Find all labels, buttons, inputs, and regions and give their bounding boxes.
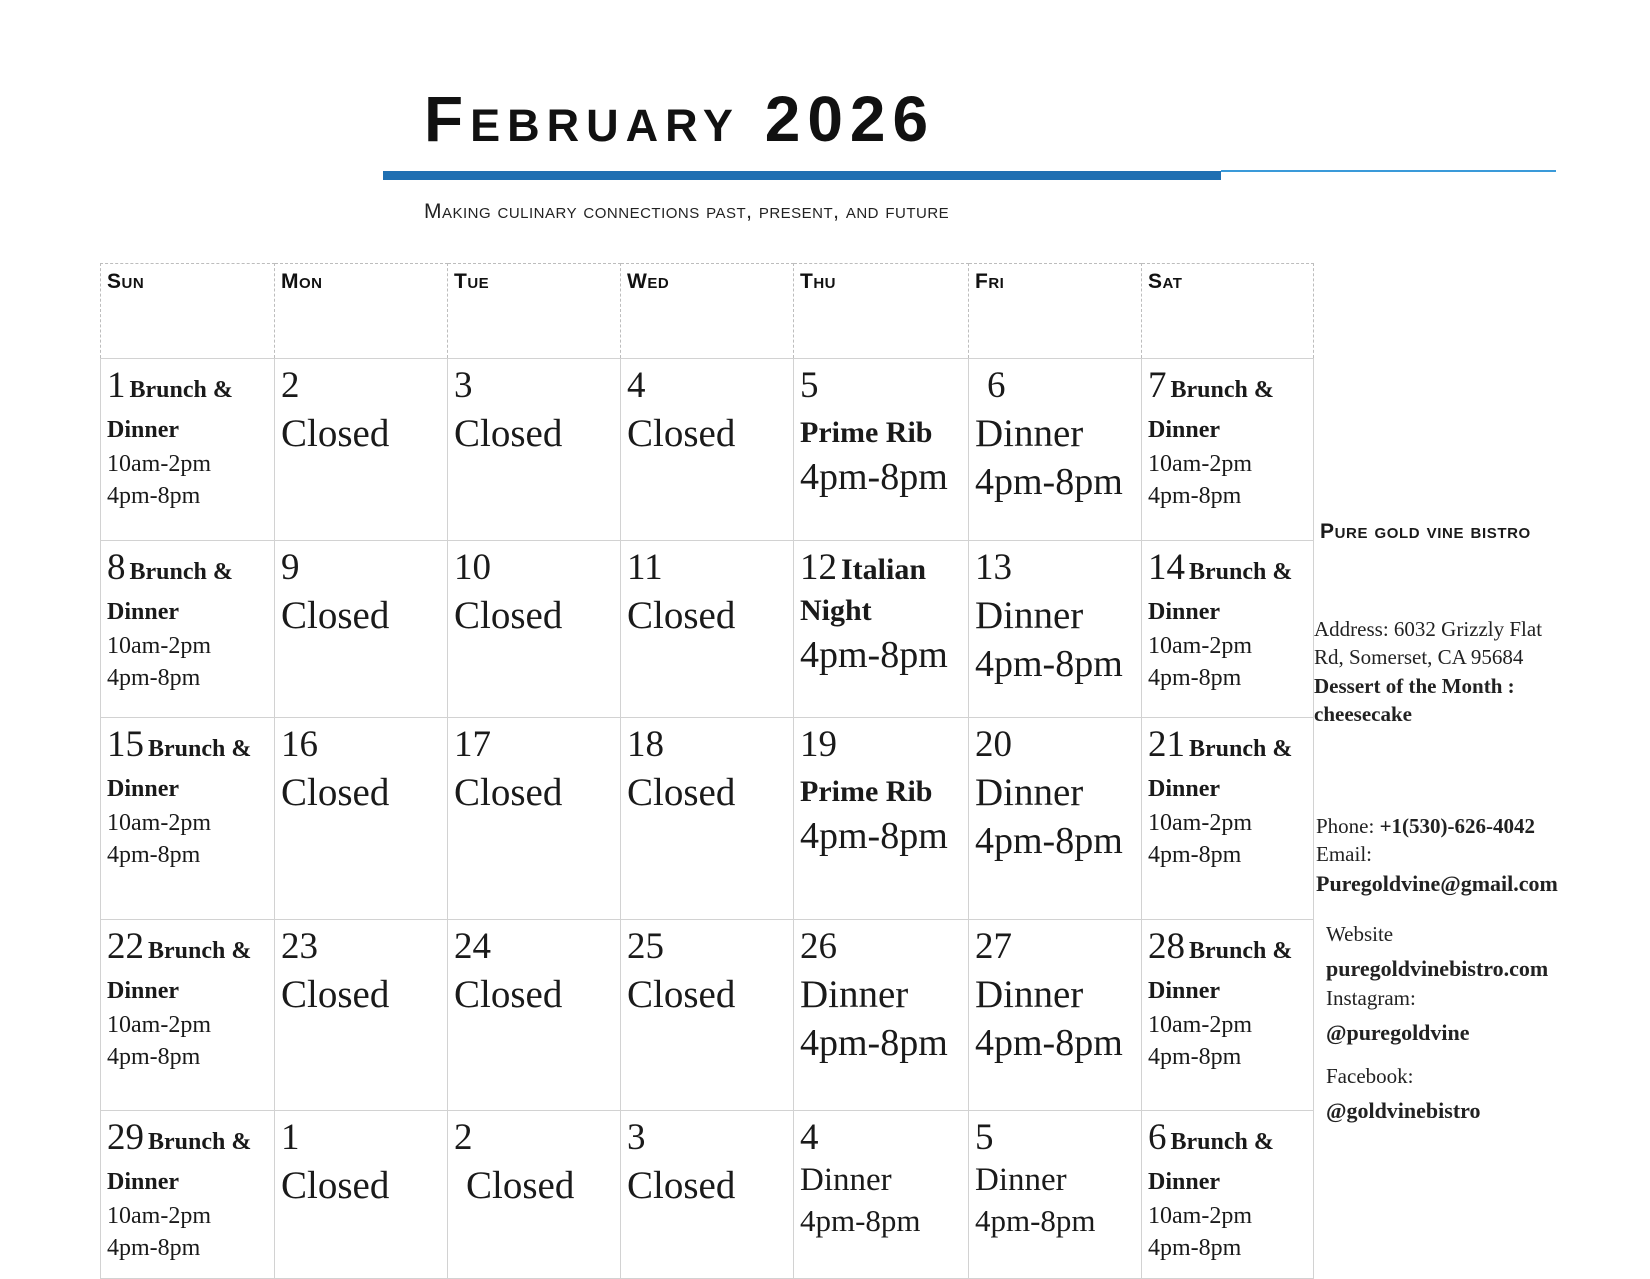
- dinner-hours: 4pm-8pm: [107, 842, 201, 868]
- event-label: Dinner: [1148, 776, 1220, 802]
- day-cell: [969, 541, 1142, 718]
- brunch-hours: 10am-2pm: [1148, 633, 1252, 659]
- day-cell: [101, 718, 275, 920]
- status-closed: Closed: [627, 771, 736, 814]
- brunch-hours: 10am-2pm: [1148, 1012, 1252, 1038]
- dinner-hours: 4pm-8pm: [800, 456, 948, 498]
- event-label: Brunch &: [148, 1129, 252, 1155]
- day-number: 25: [627, 926, 664, 967]
- dinner-hours: 4pm-8pm: [1148, 483, 1242, 509]
- social-block: [1326, 920, 1650, 1126]
- day-cell: [101, 920, 275, 1111]
- event-label: Dinner: [975, 594, 1084, 637]
- status-closed: Closed: [466, 1164, 575, 1207]
- dinner-hours: 4pm-8pm: [107, 665, 201, 691]
- dinner-hours: 4pm-8pm: [800, 634, 948, 676]
- website-link[interactable]: puregoldvinebistro.com: [1326, 956, 1549, 982]
- event-label: Dinner: [975, 412, 1084, 455]
- day-cell: [969, 920, 1142, 1111]
- day-number: 21: [1148, 724, 1185, 765]
- dessert-value: cheesecake: [1314, 702, 1412, 727]
- day-number: 4: [627, 365, 646, 406]
- event-label: Dinner: [1148, 978, 1220, 1004]
- title-rule-thin: [1221, 170, 1556, 172]
- day-cell: [1142, 920, 1314, 1111]
- day-cell: [448, 1111, 621, 1279]
- weekday-header-row: [101, 264, 1314, 359]
- event-label: Brunch &: [148, 736, 252, 762]
- day-cell: [275, 359, 448, 541]
- weekday-thu: Thu: [794, 264, 969, 359]
- event-label: Dinner: [1148, 1169, 1220, 1195]
- dinner-hours: 4pm-8pm: [975, 1203, 1096, 1238]
- day-cell: [101, 359, 275, 541]
- status-closed: Closed: [627, 1164, 736, 1207]
- event-label: Prime Rib: [800, 416, 933, 449]
- status-closed: Closed: [281, 1164, 390, 1207]
- week-row: [101, 718, 1314, 920]
- week-row: [101, 541, 1314, 718]
- day-number: 20: [975, 724, 1012, 765]
- title-rule-thick: [383, 171, 1221, 180]
- calendar-subtitle: Making culinary connections past, present, and future: [424, 200, 950, 223]
- address-block: [1314, 615, 1644, 728]
- bistro-name: Pure gold vine bistro: [1320, 520, 1531, 543]
- day-number: 1: [281, 1117, 300, 1158]
- status-closed: Closed: [627, 594, 736, 637]
- dinner-hours: 4pm-8pm: [107, 1044, 201, 1070]
- facebook-handle[interactable]: @goldvinebistro: [1326, 1098, 1481, 1124]
- day-cell: [621, 359, 794, 541]
- day-number: 3: [627, 1117, 646, 1158]
- day-cell: [1142, 1111, 1314, 1279]
- day-number: 26: [800, 926, 837, 967]
- instagram-label: Instagram:: [1326, 986, 1416, 1011]
- status-closed: Closed: [454, 973, 563, 1016]
- day-cell: [621, 718, 794, 920]
- status-closed: Closed: [627, 412, 736, 455]
- event-label: Dinner: [1148, 417, 1220, 443]
- address-line: Address: 6032 Grizzly Flat: [1314, 617, 1543, 641]
- event-label: Dinner: [975, 771, 1084, 814]
- weekday-tue: Tue: [448, 264, 621, 359]
- week-row: [101, 359, 1314, 541]
- day-number: 12: [800, 547, 837, 588]
- day-cell: [621, 920, 794, 1111]
- event-label: Dinner: [107, 599, 179, 625]
- day-cell: [275, 920, 448, 1111]
- event-label: Dinner: [800, 1162, 892, 1198]
- day-cell: [621, 1111, 794, 1279]
- facebook-label: Facebook:: [1326, 1064, 1414, 1089]
- day-number: 7: [1148, 365, 1167, 406]
- status-closed: Closed: [281, 412, 390, 455]
- website-label: Website: [1326, 922, 1394, 946]
- status-closed: Closed: [454, 771, 563, 814]
- brunch-hours: 10am-2pm: [1148, 1203, 1252, 1229]
- day-number: 5: [975, 1117, 994, 1158]
- event-label: Dinner: [800, 973, 909, 1016]
- day-number: 9: [281, 547, 300, 588]
- brunch-hours: 10am-2pm: [1148, 810, 1252, 836]
- dinner-hours: 4pm-8pm: [107, 483, 201, 509]
- brunch-hours: 10am-2pm: [107, 1012, 211, 1038]
- day-cell: [1142, 718, 1314, 920]
- dinner-hours: 4pm-8pm: [800, 1022, 948, 1064]
- instagram-handle[interactable]: @puregoldvine: [1326, 1020, 1470, 1046]
- day-number: 6: [987, 365, 1006, 406]
- event-label: Brunch &: [1189, 559, 1293, 585]
- weekday-fri: Fri: [969, 264, 1142, 359]
- contact-block: [1316, 812, 1646, 898]
- dinner-hours: 4pm-8pm: [975, 1022, 1123, 1064]
- event-label: Brunch &: [1170, 377, 1274, 403]
- day-cell: [448, 920, 621, 1111]
- email-label: Email:: [1316, 842, 1372, 867]
- dinner-hours: 4pm-8pm: [1148, 842, 1242, 868]
- day-number: 14: [1148, 547, 1185, 588]
- day-number: 18: [627, 724, 664, 765]
- weekday-sat: Sat: [1142, 264, 1314, 359]
- week-row: [101, 920, 1314, 1111]
- calendar-grid: [100, 263, 1314, 1279]
- brunch-hours: 10am-2pm: [107, 810, 211, 836]
- dinner-hours: 4pm-8pm: [975, 820, 1123, 862]
- day-cell: [794, 920, 969, 1111]
- event-label: Dinner: [975, 1162, 1067, 1198]
- brunch-hours: 10am-2pm: [107, 1203, 211, 1229]
- day-cell: [1142, 541, 1314, 718]
- event-label: Brunch &: [129, 377, 233, 403]
- status-closed: Closed: [454, 594, 563, 637]
- day-cell: [1142, 359, 1314, 541]
- day-number: 2: [281, 365, 300, 406]
- dinner-hours: 4pm-8pm: [1148, 1044, 1242, 1070]
- dessert-label: Dessert of the Month :: [1314, 673, 1515, 698]
- week-row: [101, 1111, 1314, 1279]
- day-number: 3: [454, 365, 473, 406]
- day-number: 4: [800, 1117, 819, 1158]
- day-cell: [275, 541, 448, 718]
- event-label: Dinner: [107, 417, 179, 443]
- weekday-sun: Sun: [101, 264, 275, 359]
- phone-label: Phone:: [1316, 814, 1380, 838]
- event-label: Night: [800, 594, 872, 627]
- brunch-hours: 10am-2pm: [107, 451, 211, 477]
- day-number: 28: [1148, 926, 1185, 967]
- dinner-hours: 4pm-8pm: [800, 1203, 921, 1238]
- weekday-mon: Mon: [275, 264, 448, 359]
- day-cell: [101, 541, 275, 718]
- status-closed: Closed: [281, 771, 390, 814]
- day-number: 6: [1148, 1117, 1167, 1158]
- phone-number[interactable]: +1(530)-626-4042: [1379, 814, 1536, 838]
- event-label: Dinner: [1148, 599, 1220, 625]
- event-label: Brunch &: [148, 938, 252, 964]
- day-number: 23: [281, 926, 318, 967]
- brunch-hours: 10am-2pm: [1148, 451, 1252, 477]
- dinner-hours: 4pm-8pm: [107, 1235, 201, 1261]
- dinner-hours: 4pm-8pm: [1148, 1235, 1242, 1261]
- day-number: 8: [107, 547, 126, 588]
- day-number: 11: [627, 547, 663, 588]
- day-number: 22: [107, 926, 144, 967]
- day-cell: [794, 1111, 969, 1279]
- status-closed: Closed: [281, 973, 390, 1016]
- day-cell: [275, 718, 448, 920]
- day-number: 5: [800, 365, 819, 406]
- day-number: 10: [454, 547, 491, 588]
- day-cell: [621, 541, 794, 718]
- day-number: 2: [454, 1117, 473, 1158]
- event-label: Brunch &: [1189, 938, 1293, 964]
- day-cell: [969, 359, 1142, 541]
- day-number: 15: [107, 724, 144, 765]
- event-label: Prime Rib: [800, 775, 933, 808]
- day-cell: [101, 1111, 275, 1279]
- event-label: Dinner: [107, 1169, 179, 1195]
- day-number: 24: [454, 926, 491, 967]
- dinner-hours: 4pm-8pm: [1148, 665, 1242, 691]
- day-cell: [794, 718, 969, 920]
- day-cell: [448, 541, 621, 718]
- day-cell: [448, 359, 621, 541]
- status-closed: Closed: [454, 412, 563, 455]
- event-label: Brunch &: [1189, 736, 1293, 762]
- day-cell: [275, 1111, 448, 1279]
- day-number: 27: [975, 926, 1012, 967]
- event-label: Brunch &: [129, 559, 233, 585]
- brunch-hours: 10am-2pm: [107, 633, 211, 659]
- weekday-wed: Wed: [621, 264, 794, 359]
- address-line: Rd, Somerset, CA 95684: [1314, 645, 1524, 670]
- event-label: Dinner: [107, 978, 179, 1004]
- day-number: 29: [107, 1117, 144, 1158]
- day-cell: [794, 541, 969, 718]
- event-label: Dinner: [975, 973, 1084, 1016]
- day-number: 13: [975, 547, 1012, 588]
- status-closed: Closed: [627, 973, 736, 1016]
- day-number: 16: [281, 724, 318, 765]
- dinner-hours: 4pm-8pm: [800, 815, 948, 857]
- event-label: Brunch &: [1170, 1129, 1274, 1155]
- calendar-title: February 2026: [424, 83, 936, 155]
- day-number: 1: [107, 365, 126, 406]
- day-number: 19: [800, 724, 837, 765]
- day-cell: [448, 718, 621, 920]
- day-cell: [794, 359, 969, 541]
- day-number: 17: [454, 724, 491, 765]
- email-address[interactable]: Puregoldvine@gmail.com: [1316, 870, 1558, 896]
- event-label: Dinner: [107, 776, 179, 802]
- event-label: Italian: [841, 553, 927, 586]
- dinner-hours: 4pm-8pm: [975, 643, 1123, 685]
- dinner-hours: 4pm-8pm: [975, 461, 1123, 503]
- day-cell: [969, 1111, 1142, 1279]
- day-cell: [969, 718, 1142, 920]
- status-closed: Closed: [281, 594, 390, 637]
